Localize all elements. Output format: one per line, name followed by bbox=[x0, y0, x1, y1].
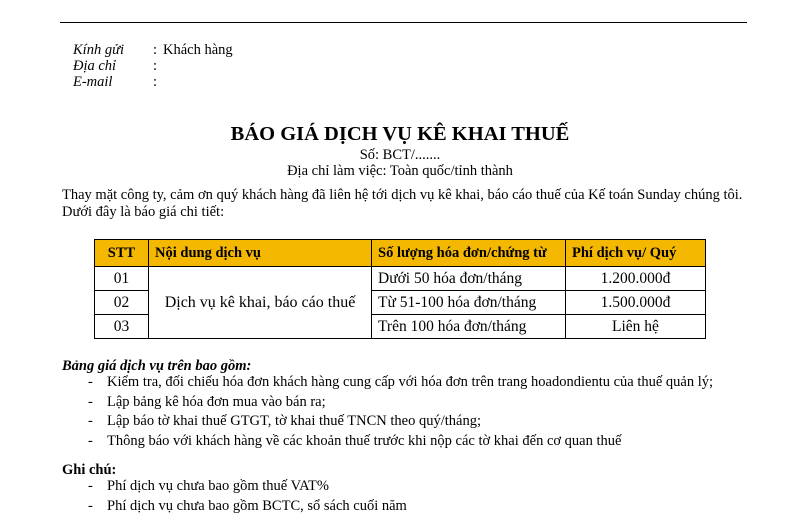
work-address: Địa chỉ làm việc: Toàn quốc/tỉnh thành bbox=[287, 163, 513, 179]
list-item: - Lập báo tờ khai thuế GTGT, tờ khai thuế TNCN theo quý/tháng; bbox=[88, 413, 482, 429]
row-fee: 1.200.000đ bbox=[566, 267, 706, 291]
table-row bbox=[95, 267, 706, 291]
row-quantity: Dưới 50 hóa đơn/tháng bbox=[372, 267, 566, 291]
intro-line: Dưới đây là báo giá chi tiết: bbox=[62, 204, 225, 220]
intro-line: Thay mặt công ty, cảm ơn quý khách hàng đã liên hệ tới dịch vụ kê khai, báo cáo thuế của Kế toán Sunday chúng tôi. bbox=[62, 187, 743, 203]
list-item: - Lập bảng kê hóa đơn mua vào bán ra; bbox=[88, 393, 326, 410]
list-item: - Phí dịch vụ chưa bao gồm thuế VAT% bbox=[88, 478, 329, 494]
email-label: E-mail bbox=[73, 74, 113, 90]
row-stt: 02 bbox=[95, 291, 149, 315]
service-name: Dịch vụ kê khai, báo cáo thuế bbox=[149, 267, 372, 339]
address-row: Địa chỉ : bbox=[73, 58, 158, 74]
address-label: Địa chỉ bbox=[73, 58, 117, 74]
recipient-row: Kính gửi : Khách hàng bbox=[73, 42, 233, 58]
recipient-block bbox=[73, 42, 233, 90]
recipient-label: Kính gửi bbox=[73, 42, 125, 58]
header-service: Nội dung dịch vụ bbox=[149, 240, 372, 267]
notes-list bbox=[62, 477, 407, 516]
top-divider bbox=[60, 22, 747, 23]
row-quantity: Từ 51-100 hóa đơn/tháng bbox=[372, 291, 566, 315]
email-row: E-mail : bbox=[73, 74, 158, 90]
table-header-row bbox=[95, 240, 706, 267]
row-fee: 1.500.000đ bbox=[566, 291, 706, 315]
row-stt: 01 bbox=[95, 267, 149, 291]
recipient-value: Khách hàng bbox=[163, 42, 233, 58]
notes-heading: Ghi chú: bbox=[62, 462, 117, 478]
intro-paragraph bbox=[62, 187, 762, 221]
row-stt: 03 bbox=[95, 315, 149, 339]
list-item: - Kiểm tra, đối chiếu hóa đơn khách hàng cung cấp với hóa đơn trên trang hoadondientu của thuế quản lý; bbox=[88, 374, 714, 390]
list-item: - Thông báo với khách hàng về các khoản thuế trước khi nộp các tờ khai đến cơ quan thuế bbox=[88, 432, 622, 449]
included-heading: Bảng giá dịch vụ trên bao gồm: bbox=[62, 358, 252, 374]
price-table bbox=[94, 239, 706, 339]
row-fee: Liên hệ bbox=[566, 315, 706, 339]
list-item: - Phí dịch vụ chưa bao gồm BCTC, sổ sách cuối năm bbox=[88, 497, 407, 514]
header-stt: STT bbox=[95, 240, 149, 267]
header-fee: Phí dịch vụ/ Quý bbox=[566, 240, 706, 267]
document-title: BÁO GIÁ DỊCH VỤ KÊ KHAI THUẾ bbox=[230, 123, 570, 145]
included-list bbox=[62, 373, 713, 451]
row-quantity: Trên 100 hóa đơn/tháng bbox=[372, 315, 566, 339]
header-quantity: Số lượng hóa đơn/chứng từ bbox=[372, 240, 566, 267]
document-number: Số: BCT/....... bbox=[359, 147, 441, 163]
